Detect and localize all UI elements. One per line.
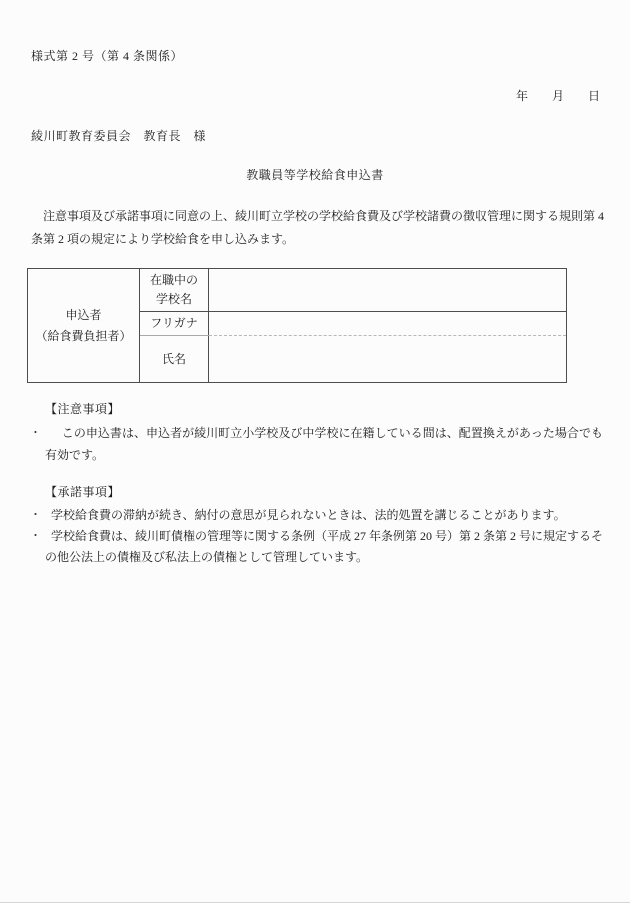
- form-number: 様式第 2 号（第 4 条関係）: [31, 49, 184, 63]
- bullet-icon: ・: [30, 509, 41, 521]
- addressee-line: 綾川町教育委員会 教育長 様: [31, 129, 207, 143]
- note-item-text: この申込書は、申込者が綾川町立小学校及び中学校に在籍している間は、配置換えがあった場合でも有効です。: [45, 426, 603, 462]
- applicant-role-cell: 申込者 （給食費負担者）: [28, 269, 140, 383]
- consent-item-text: 学校給食費の滞納が続き、納付の意思が見られないときは、法的処置を講じることがあります。: [51, 508, 566, 522]
- consent-heading: 【承諾事項】: [45, 485, 121, 499]
- bullet-icon: ・: [30, 427, 41, 439]
- name-field[interactable]: [209, 336, 567, 383]
- date-line: 年 月 日: [515, 89, 600, 103]
- school-name-field[interactable]: [209, 269, 567, 312]
- note-item: [30, 422, 603, 466]
- school-name-label: 在職中の 学校名: [140, 269, 209, 312]
- bullet-icon: ・: [30, 530, 41, 542]
- document-title: 教職員等学校給食申込書: [246, 168, 384, 182]
- table-row-school: [28, 269, 567, 312]
- furigana-label: フリガナ: [140, 312, 209, 336]
- notes-heading: 【注意事項】: [45, 402, 121, 416]
- furigana-field[interactable]: [209, 312, 567, 336]
- consent-item: [30, 526, 604, 568]
- intro-paragraph: 注意事項及び承諾事項に同意の上、綾川町立学校の学校給食費及び学校諸費の徴収管理に関する規則第 4 条第 2 項の規定により学校給食を申し込みます。: [31, 209, 605, 246]
- consent-item: [30, 505, 603, 526]
- applicant-table: [27, 268, 567, 383]
- consent-item-text: 学校給食費は、綾川町債権の管理等に関する条例（平成 27 年条例第 20 号）第 2 条第 2 号に規定するその他公法上の債権及び私法上の債権として管理しています。: [45, 529, 604, 564]
- name-label: 氏名: [140, 336, 209, 383]
